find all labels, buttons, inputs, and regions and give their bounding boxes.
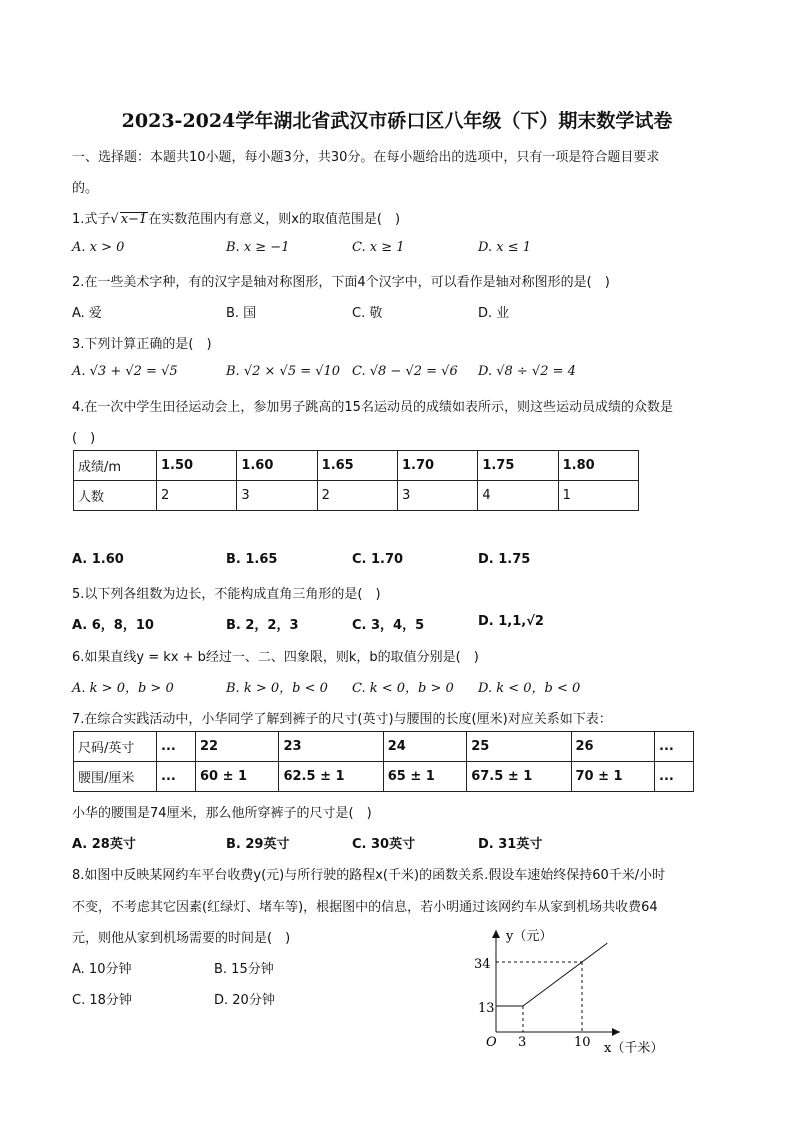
table-row — [74, 451, 639, 481]
question-2-stem: 2.在一些美术字种，有的汉字是轴对称图形，下面4个汉字中，可以看作是轴对称图形的是( ) — [72, 275, 610, 290]
q7-option-b[interactable]: B. 29英寸 — [226, 837, 290, 852]
q1-option-c[interactable]: C. x ≥ 1 — [352, 240, 405, 255]
table-cell: 1.70 — [397, 451, 477, 481]
table-row — [74, 762, 694, 792]
question-4-stem-line1: 4.在一次中学生田径运动会上，参加男子跳高的15名运动员的成绩如表所示，则这些运动员成绩的众数是 — [72, 400, 673, 415]
table-row — [74, 481, 639, 511]
table-cell: 1.75 — [478, 451, 558, 481]
q2-option-b[interactable]: B. 国 — [226, 306, 257, 321]
q1-suffix: 在实数范围内有意义，则x的取值范围是( ) — [148, 212, 401, 227]
table-cell: 2 — [317, 481, 397, 511]
q4-option-c[interactable]: C. 1.70 — [352, 552, 404, 567]
question-8-stem-line3: 元，则他从家到机场需要的时间是( ) — [72, 931, 291, 946]
question-4-stem-line2: ( ) — [72, 431, 96, 446]
q8-option-c[interactable]: C. 18分钟 — [72, 993, 132, 1008]
question-8-stem-line1: 8.如图中反映某网约车平台收费y(元)与所行驶的路程x(千米)的函数关系.假设车速始终保持60千米/小时 — [72, 868, 666, 883]
table-cell: ... — [157, 762, 196, 792]
table-cell: 62.5 ± 1 — [279, 762, 383, 792]
q2-option-c[interactable]: C. 敬 — [352, 306, 383, 321]
table-cell: 1.80 — [558, 451, 638, 481]
question-1-stem — [72, 208, 400, 227]
table-cell: 60 ± 1 — [196, 762, 279, 792]
q4-option-d[interactable]: D. 1.75 — [478, 552, 531, 567]
q1-prefix: 1.式子 — [72, 212, 111, 227]
table-cell: ... — [655, 762, 694, 792]
q7-option-a[interactable]: A. 28英寸 — [72, 837, 136, 852]
q5-option-a[interactable]: A. 6，8，10 — [72, 618, 154, 633]
q4-score-table — [73, 450, 639, 511]
table-cell: 65 ± 1 — [383, 762, 466, 792]
table-cell: 3 — [237, 481, 317, 511]
question-8-stem-line2: 不变，不考虑其它因素(红绿灯、堵车等)，根据图中的信息，若小明通过该网约车从家到机场共收费64 — [72, 900, 658, 915]
q4-option-a[interactable]: A. 1.60 — [72, 552, 124, 567]
q5-option-d[interactable]: D. 1,1,√2 — [478, 614, 544, 629]
section-heading-line1: 一、选择题：本题共10小题，每小题3分，共30分。在每小题给出的选项中，只有一项是符合题目要求 — [72, 150, 660, 165]
table-cell: 腰围/厘米 — [74, 762, 157, 792]
q1-radicand: x−1 — [120, 212, 148, 227]
y-tick-label: 34 — [474, 957, 491, 972]
table-cell: 1.50 — [157, 451, 237, 481]
y-axis-arrow-icon — [492, 930, 500, 938]
table-cell: 25 — [467, 732, 571, 762]
q2-option-a[interactable]: A. 爱 — [72, 306, 102, 321]
q1-option-a[interactable]: A. x > 0 — [72, 240, 125, 255]
table-cell: 1.60 — [237, 451, 317, 481]
question-7-stem: 7.在综合实践活动中，小华同学了解到裤子的尺寸(英寸)与腰围的长度(厘米)对应关系如下表： — [72, 712, 612, 727]
series-line — [496, 943, 607, 1006]
q8-option-d[interactable]: D. 20分钟 — [214, 993, 275, 1008]
table-cell: 3 — [397, 481, 477, 511]
q6-option-b[interactable]: B. k > 0，b < 0 — [226, 681, 328, 696]
question-3-stem: 3.下列计算正确的是( ) — [72, 337, 212, 352]
table-cell: ... — [655, 732, 694, 762]
q4-option-b[interactable]: B. 1.65 — [226, 552, 278, 567]
question-6-stem: 6.如果直线y = kx + b经过一、二、四象限，则k，b的取值分别是( ) — [72, 650, 479, 665]
origin-label: O — [486, 1035, 497, 1050]
table-cell: 23 — [279, 732, 383, 762]
q3-option-b[interactable]: B. √2 × √5 = √10 — [226, 364, 341, 379]
q7-option-d[interactable]: D. 31英寸 — [478, 837, 543, 852]
table-cell: 尺码/英寸 — [74, 732, 157, 762]
q2-option-d[interactable]: D. 业 — [478, 306, 510, 321]
q3-option-d[interactable]: D. √8 ÷ √2 = 4 — [478, 364, 576, 379]
y-axis-label: y（元） — [506, 929, 553, 944]
page-title: 2023-2024学年湖北省武汉市硚口区八年级（下）期末数学试卷 — [121, 110, 673, 132]
x-tick-label: 3 — [518, 1035, 527, 1050]
x-axis-arrow-icon — [612, 1028, 620, 1036]
question-7-after: 小华的腰围是74厘米，那么他所穿裤子的尺寸是( ) — [72, 806, 372, 821]
table-cell: 24 — [383, 732, 466, 762]
q3-option-a[interactable]: A. √3 + √2 = √5 — [72, 364, 178, 379]
table-cell: 1 — [558, 481, 638, 511]
table-cell: 22 — [196, 732, 279, 762]
section-heading-line2: 的。 — [72, 181, 99, 196]
sqrt-icon: √ — [110, 212, 119, 227]
q8-option-b[interactable]: B. 15分钟 — [214, 962, 274, 977]
x-tick-label: 10 — [574, 1035, 591, 1050]
q8-fare-graph — [470, 920, 680, 1060]
question-5-stem: 5.以下列各组数为边长，不能构成直角三角形的是( ) — [72, 587, 381, 602]
q7-size-table — [73, 731, 694, 792]
table-cell: 1.65 — [317, 451, 397, 481]
q7-option-c[interactable]: C. 30英寸 — [352, 837, 416, 852]
table-row — [74, 732, 694, 762]
q8-option-a[interactable]: A. 10分钟 — [72, 962, 132, 977]
y-tick-label: 13 — [478, 1001, 495, 1016]
table-cell: 67.5 ± 1 — [467, 762, 571, 792]
q6-option-d[interactable]: D. k < 0，b < 0 — [478, 681, 581, 696]
table-cell: 2 — [157, 481, 237, 511]
q5-option-c[interactable]: C. 3，4，5 — [352, 618, 425, 633]
q1-option-d[interactable]: D. x ≤ 1 — [478, 240, 531, 255]
q5-option-b[interactable]: B. 2，2，3 — [226, 618, 299, 633]
q3-option-c[interactable]: C. √8 − √2 = √6 — [352, 364, 458, 379]
q1-option-b[interactable]: B. x ≥ −1 — [226, 240, 290, 255]
table-cell: 成绩/m — [74, 451, 157, 481]
q6-option-c[interactable]: C. k < 0，b > 0 — [352, 681, 454, 696]
table-cell: 4 — [478, 481, 558, 511]
x-axis-label: x（千米） — [604, 1041, 664, 1056]
table-cell: 26 — [571, 732, 655, 762]
q6-option-a[interactable]: A. k > 0，b > 0 — [72, 681, 174, 696]
table-cell: 人数 — [74, 481, 157, 511]
table-cell: 70 ± 1 — [571, 762, 655, 792]
table-cell: ... — [157, 732, 196, 762]
